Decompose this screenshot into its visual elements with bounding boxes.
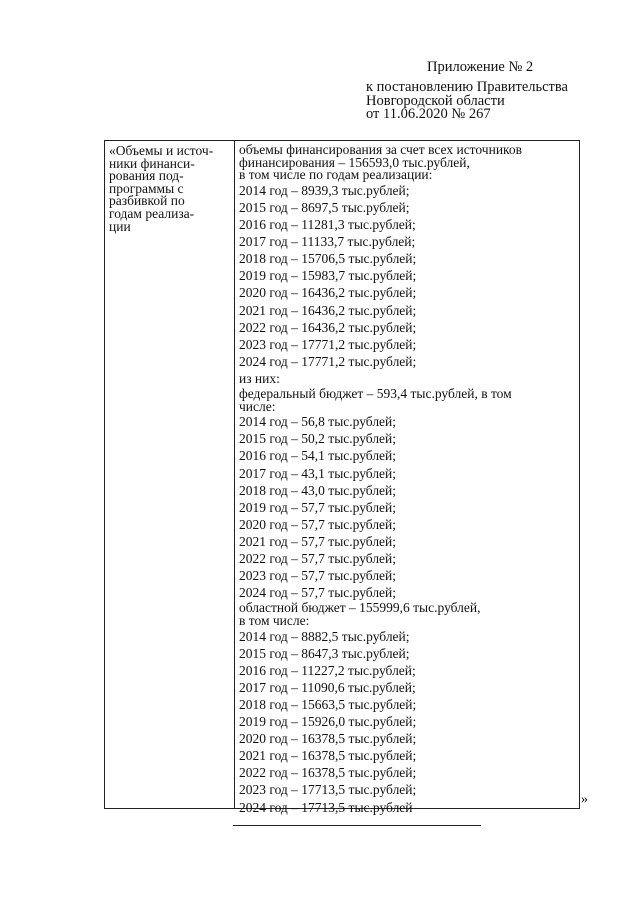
regional-budget-intro xyxy=(239,602,575,627)
parameter-name-cell xyxy=(109,145,231,233)
appendix-reference xyxy=(366,81,568,122)
federal-year-line: 2015 год – 50,2 тыс.рублей; xyxy=(239,431,397,447)
total-year-line: 2023 год – 17771,2 тыс.рублей; xyxy=(239,336,417,352)
federal-year-line: 2018 год – 43,0 тыс.рублей; xyxy=(239,482,397,498)
financing-table xyxy=(104,140,580,815)
total-year-line: 2014 год – 8939,3 тыс.рублей; xyxy=(239,182,410,198)
total-year-line: 2021 год – 16436,2 тыс.рублей; xyxy=(239,302,417,318)
table-right-border xyxy=(579,141,580,808)
regional-year-line: 2021 год – 16378,5 тыс.рублей; xyxy=(239,748,417,764)
federal-year-line: 2023 год – 57,7 тыс.рублей; xyxy=(239,568,397,584)
total-year-line: 2019 год – 15983,7 тыс.рублей; xyxy=(239,268,417,284)
intro-line: федеральный бюджет – 593,4 тыс.рублей, в том xyxy=(239,386,512,401)
parameter-name-line: «Объемы и источ- xyxy=(109,143,214,158)
intro-line: числе: xyxy=(239,398,276,414)
regional-year-line: 2024 год – 17713,5 тыс.рублей xyxy=(239,799,413,815)
closing-quote-mark: » xyxy=(581,792,588,807)
regional-year-line: 2018 год – 15663,5 тыс.рублей; xyxy=(239,696,417,712)
appendix-title: Приложение № 2 xyxy=(427,59,534,75)
regional-years-list xyxy=(239,629,575,816)
end-of-document-rule xyxy=(233,825,481,826)
federal-year-line: 2014 год – 56,8 тыс.рублей; xyxy=(239,414,397,430)
column-divider xyxy=(234,141,235,808)
federal-budget-intro xyxy=(239,388,575,413)
parameter-name-line: ции xyxy=(109,218,131,234)
regional-year-line: 2016 год – 11227,2 тыс.рублей; xyxy=(239,662,416,678)
intro-line: в том числе по годам реализации: xyxy=(239,167,433,183)
of-which-label: из них: xyxy=(239,370,280,386)
reference-line: от 11.06.2020 № 267 xyxy=(366,106,491,122)
total-year-line: 2018 год – 15706,5 тыс.рублей; xyxy=(239,251,417,267)
total-year-line: 2024 год – 17771,2 тыс.рублей; xyxy=(239,353,417,369)
regional-year-line: 2023 год – 17713,5 тыс.рублей; xyxy=(239,782,417,798)
intro-line: объемы финансирования за счет всех источников xyxy=(239,142,523,157)
federal-year-line: 2022 год – 57,7 тыс.рублей; xyxy=(239,551,397,567)
intro-line: областной бюджет – 155999,6 тыс.рублей, xyxy=(239,600,481,616)
parameter-name-line: годам реализа- xyxy=(109,205,195,221)
parameter-name-line: разбивкой по xyxy=(109,193,185,209)
total-years-list xyxy=(239,183,575,370)
regional-year-line: 2017 год – 11090,6 тыс.рублей; xyxy=(239,679,416,695)
federal-year-line: 2020 год – 57,7 тыс.рублей; xyxy=(239,516,397,532)
total-year-line: 2016 год – 11281,3 тыс.рублей; xyxy=(239,217,416,233)
regional-year-line: 2019 год – 15926,0 тыс.рублей; xyxy=(239,714,417,730)
total-year-line: 2020 год – 16436,2 тыс.рублей; xyxy=(239,285,417,301)
parameter-name-line: программы с xyxy=(109,180,184,196)
federal-year-line: 2017 год – 43,1 тыс.рублей; xyxy=(239,465,397,481)
total-year-line: 2022 год – 16436,2 тыс.рублей; xyxy=(239,319,417,335)
intro-line: финансирования – 156593,0 тыс.рублей, xyxy=(239,154,470,170)
parameter-name-line: рования под- xyxy=(109,168,184,184)
regional-year-line: 2015 год – 8647,3 тыс.рублей; xyxy=(239,645,410,661)
federal-years-list xyxy=(239,414,575,601)
parameter-name-line: ники финанси- xyxy=(109,155,195,171)
parameter-value-cell xyxy=(239,144,575,816)
total-year-line: 2015 год – 8697,5 тыс.рублей; xyxy=(239,199,410,215)
federal-year-line: 2024 год – 57,7 тыс.рублей; xyxy=(239,585,397,601)
federal-year-line: 2019 год – 57,7 тыс.рублей; xyxy=(239,499,397,515)
regional-year-line: 2022 год – 16378,5 тыс.рублей; xyxy=(239,765,417,781)
federal-year-line: 2021 год – 57,7 тыс.рублей; xyxy=(239,533,397,549)
reference-line: Новгородской области xyxy=(366,92,505,109)
reference-line: к постановлению Правительства xyxy=(366,79,568,95)
total-year-line: 2017 год – 11133,7 тыс.рублей; xyxy=(239,234,416,250)
total-financing-intro xyxy=(239,144,575,182)
federal-year-line: 2016 год – 54,1 тыс.рублей; xyxy=(239,448,397,464)
regional-year-line: 2020 год – 16378,5 тыс.рублей; xyxy=(239,731,417,747)
intro-line: в том числе: xyxy=(239,612,310,628)
regional-year-line: 2014 год – 8882,5 тыс.рублей; xyxy=(239,628,410,644)
